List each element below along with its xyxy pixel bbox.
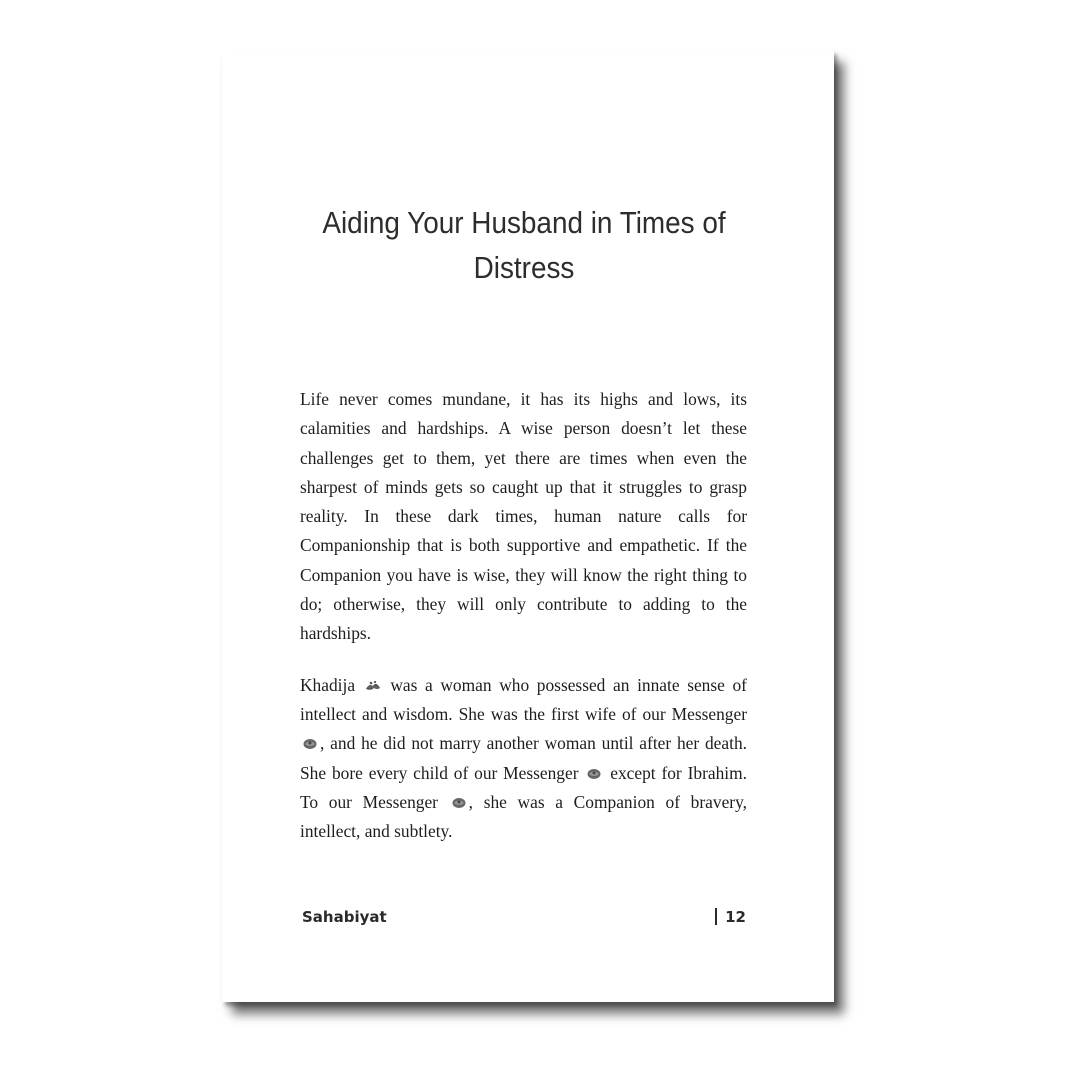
paragraph-2-segment-2: was a woman who possessed an innate sense of intellect and wisdom. She was the first wife of our Messenger — [300, 674, 747, 724]
chapter-title-line-2: Distress — [473, 250, 575, 285]
sallallahu-alayhi-wasallam-calligraphy-icon — [302, 737, 318, 750]
sallallahu-alayhi-wasallam-calligraphy-icon — [451, 796, 467, 809]
footer-page-number — [715, 908, 746, 926]
sallallahu-alayhi-wasallam-calligraphy-icon — [586, 767, 602, 780]
body-text — [300, 385, 747, 868]
paragraph-2-segment-1: Khadija — [300, 674, 356, 695]
radiyallahu-anha-calligraphy-icon — [365, 679, 381, 692]
footer-book-title: Sahabiyat — [302, 908, 387, 926]
paragraph-2-segment-4: except for Ibrahim. To our Messenger — [300, 762, 747, 812]
page-number: 12 — [725, 908, 746, 926]
book-page — [222, 50, 834, 1002]
chapter-title — [252, 200, 796, 290]
paragraph-2-segment-5: , she was a Companion of bravery, intellect, and subtlety. — [300, 791, 747, 842]
paragraph-2 — [300, 671, 747, 847]
paragraph-1: Life never comes mundane, it has its highs and lows, its calamities and hardships. A wise person doesn’t let these challenges get to them, yet there are times when even the sharpest of minds gets so caught up that it struggles to grasp reality. In these dark times, human nature calls for Companionship that is both supportive and empathetic. If the Companion you have is wise, they will know the right thing to do; otherwise, they will only contribute to adding to the hardships. — [300, 389, 747, 644]
page-number-divider — [715, 908, 717, 925]
chapter-title-line-1: Aiding Your Husband in Times of — [322, 205, 726, 240]
paragraph-2-segment-3: , and he did not marry another woman until after her death. She bore every child of our Messenger — [300, 733, 747, 783]
